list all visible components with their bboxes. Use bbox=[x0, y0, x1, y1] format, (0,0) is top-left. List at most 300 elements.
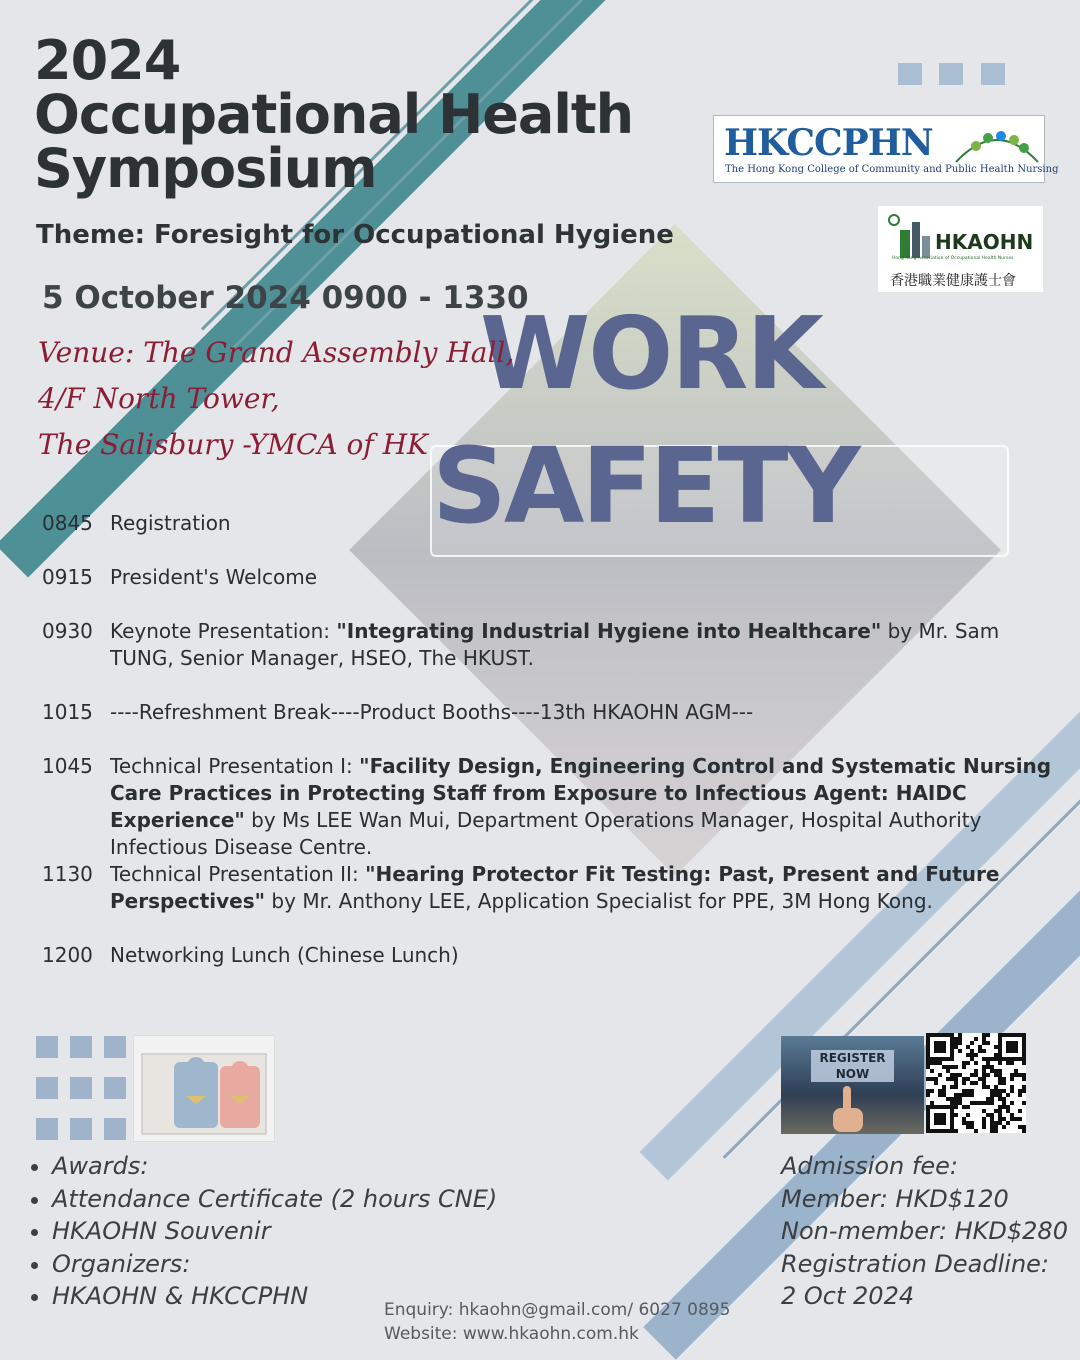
qr-module bbox=[982, 1037, 986, 1041]
awards-list bbox=[30, 1150, 497, 1313]
qr-module bbox=[950, 1077, 954, 1081]
hkaohn-logo-subtitle: Hong Kong Association of Occupational Health Nurses bbox=[892, 256, 1014, 261]
program-text: Registration bbox=[110, 511, 231, 535]
qr-module bbox=[1006, 1041, 1010, 1045]
qr-module bbox=[950, 1125, 954, 1129]
qr-module bbox=[930, 1077, 934, 1081]
decor-square bbox=[104, 1077, 126, 1099]
qr-module bbox=[954, 1101, 958, 1105]
qr-module bbox=[950, 1045, 954, 1049]
program-title: "Facility Design, Engineering Control and Systematic Nursing Care Practices in Protecting Staff from Exposure to Infectious Agent: HAIDC Experience" bbox=[110, 754, 1052, 832]
qr-module bbox=[934, 1129, 938, 1133]
qr-module bbox=[998, 1073, 1002, 1077]
qr-module bbox=[930, 1105, 934, 1109]
awards-item: • Awards: bbox=[52, 1150, 497, 1183]
qr-module bbox=[958, 1073, 962, 1077]
qr-module bbox=[942, 1045, 946, 1049]
qr-module bbox=[946, 1105, 950, 1109]
program-text: by Mr. Sam TUNG, Senior Manager, HSEO, The HKUST. bbox=[110, 619, 1000, 670]
qr-module bbox=[990, 1065, 994, 1069]
qr-module bbox=[938, 1121, 942, 1125]
program-text: Networking Lunch (Chinese Lunch) bbox=[110, 943, 459, 967]
qr-module bbox=[946, 1065, 950, 1069]
qr-module bbox=[942, 1085, 946, 1089]
qr-module bbox=[1018, 1125, 1022, 1129]
qr-module bbox=[994, 1057, 998, 1061]
qr-module bbox=[950, 1049, 954, 1053]
qr-module bbox=[1006, 1093, 1010, 1097]
qr-module bbox=[982, 1121, 986, 1125]
qr-module bbox=[1014, 1117, 1018, 1121]
qr-module bbox=[994, 1129, 998, 1133]
register-label-line: NOW bbox=[835, 1067, 870, 1081]
qr-module bbox=[966, 1093, 970, 1097]
qr-module bbox=[986, 1113, 990, 1117]
title-line: Symposium bbox=[34, 137, 377, 200]
qr-module bbox=[938, 1105, 942, 1109]
qr-module bbox=[930, 1101, 934, 1105]
program-description bbox=[110, 564, 1060, 591]
qr-module bbox=[994, 1069, 998, 1073]
qr-module bbox=[966, 1089, 970, 1093]
qr-module bbox=[958, 1037, 962, 1041]
qr-module bbox=[1010, 1077, 1014, 1081]
people-icon bbox=[954, 124, 1040, 164]
program-title: "Hearing Protector Fit Testing: Past, Present and Future Perspectives" bbox=[110, 862, 1000, 913]
qr-module bbox=[926, 1045, 930, 1049]
qr-module bbox=[974, 1101, 978, 1105]
qr-module bbox=[1010, 1085, 1014, 1089]
qr-module bbox=[926, 1117, 930, 1121]
qr-module bbox=[1006, 1061, 1010, 1065]
qr-module bbox=[1022, 1125, 1026, 1129]
program-text: by Mr. Anthony LEE, Application Specialist for PPE, 3M Hong Kong. bbox=[265, 889, 933, 913]
qr-module bbox=[938, 1033, 942, 1037]
qr-module bbox=[926, 1129, 930, 1133]
qr-module bbox=[1010, 1049, 1014, 1053]
awards-item: • HKAOHN & HKCCPHN bbox=[52, 1280, 497, 1313]
qr-module bbox=[974, 1037, 978, 1041]
qr-module bbox=[926, 1089, 930, 1093]
qr-module bbox=[994, 1121, 998, 1125]
qr-module bbox=[926, 1061, 930, 1065]
event-date: 5 October 2024 0900 - 1330 bbox=[42, 280, 529, 316]
qr-module bbox=[942, 1033, 946, 1037]
qr-module bbox=[982, 1033, 986, 1037]
qr-module bbox=[998, 1081, 1002, 1085]
decor-square bbox=[70, 1118, 92, 1140]
qr-module bbox=[986, 1101, 990, 1105]
qr-module bbox=[942, 1041, 946, 1045]
qr-module bbox=[990, 1125, 994, 1129]
qr-module bbox=[974, 1061, 978, 1065]
qr-module bbox=[998, 1033, 1002, 1037]
qr-module bbox=[970, 1049, 974, 1053]
program-text: Keynote Presentation: bbox=[110, 619, 337, 643]
program-time: 1045 bbox=[42, 754, 93, 778]
qr-module bbox=[994, 1053, 998, 1057]
qr-module bbox=[1010, 1113, 1014, 1117]
qr-module bbox=[982, 1069, 986, 1073]
qr-module bbox=[998, 1049, 1002, 1053]
venue-line: 4/F North Tower, bbox=[38, 382, 280, 415]
qr-module bbox=[950, 1105, 954, 1109]
qr-module bbox=[926, 1109, 930, 1113]
awards-item: • Attendance Certificate (2 hours CNE) bbox=[52, 1183, 497, 1216]
qr-module bbox=[1014, 1073, 1018, 1077]
qr-module bbox=[990, 1097, 994, 1101]
qr-module bbox=[990, 1069, 994, 1073]
qr-module bbox=[954, 1129, 958, 1133]
qr-module bbox=[982, 1057, 986, 1061]
qr-module bbox=[1002, 1105, 1006, 1109]
qr-module bbox=[954, 1097, 958, 1101]
qr-module bbox=[970, 1053, 974, 1057]
qr-module bbox=[954, 1085, 958, 1089]
qr-module bbox=[986, 1041, 990, 1045]
qr-module bbox=[970, 1057, 974, 1061]
qr-module bbox=[942, 1093, 946, 1097]
qr-module bbox=[934, 1081, 938, 1085]
qr-module bbox=[950, 1109, 954, 1113]
qr-module bbox=[970, 1089, 974, 1093]
awards-item: • Organizers: bbox=[52, 1248, 497, 1281]
qr-module bbox=[938, 1113, 942, 1117]
qr-module bbox=[962, 1089, 966, 1093]
program-text: President's Welcome bbox=[110, 565, 318, 589]
program-time: 1200 bbox=[42, 943, 93, 967]
qr-module bbox=[934, 1045, 938, 1049]
title-line: 2024 bbox=[34, 29, 181, 92]
qr-module bbox=[926, 1065, 930, 1069]
qr-module bbox=[954, 1041, 958, 1045]
decor-square bbox=[70, 1077, 92, 1099]
qr-module bbox=[1002, 1117, 1006, 1121]
qr-module bbox=[934, 1041, 938, 1045]
qr-module bbox=[954, 1105, 958, 1109]
qr-module bbox=[962, 1105, 966, 1109]
qr-module bbox=[954, 1081, 958, 1085]
hkccphn-logo bbox=[713, 115, 1059, 183]
qr-module bbox=[926, 1093, 930, 1097]
qr-module bbox=[958, 1101, 962, 1105]
qr-module bbox=[998, 1053, 1002, 1057]
qr-module bbox=[986, 1033, 990, 1037]
qr-module bbox=[926, 1113, 930, 1117]
qr-module bbox=[958, 1049, 962, 1053]
qr-module bbox=[982, 1085, 986, 1089]
qr-module bbox=[954, 1073, 958, 1077]
qr-module bbox=[1022, 1053, 1026, 1057]
qr-module bbox=[1006, 1105, 1010, 1109]
qr-module bbox=[982, 1117, 986, 1121]
program-description bbox=[110, 753, 1060, 861]
qr-module bbox=[970, 1093, 974, 1097]
qr-module bbox=[926, 1037, 930, 1041]
qr-module bbox=[958, 1093, 962, 1097]
qr-module bbox=[938, 1057, 942, 1061]
qr-module bbox=[998, 1089, 1002, 1093]
hkaohn-logo bbox=[878, 206, 1043, 292]
qr-module bbox=[998, 1045, 1002, 1049]
decor-square bbox=[898, 63, 922, 85]
qr-module bbox=[994, 1089, 998, 1093]
hkaohn-logo-chinese: 香港職業健康護士會 bbox=[890, 273, 1016, 289]
qr-module bbox=[998, 1097, 1002, 1101]
qr-module bbox=[926, 1033, 930, 1037]
qr-module bbox=[950, 1065, 954, 1069]
qr-module bbox=[1002, 1057, 1006, 1061]
qr-module bbox=[926, 1057, 930, 1061]
qr-module bbox=[1010, 1057, 1014, 1061]
qr-module bbox=[962, 1077, 966, 1081]
qr-module bbox=[938, 1061, 942, 1065]
qr-module bbox=[982, 1125, 986, 1129]
qr-module bbox=[934, 1105, 938, 1109]
qr-module bbox=[998, 1093, 1002, 1097]
footer-contact bbox=[384, 1298, 730, 1346]
qr-module bbox=[978, 1045, 982, 1049]
qr-module bbox=[970, 1073, 974, 1077]
qr-module bbox=[934, 1033, 938, 1037]
qr-module bbox=[982, 1101, 986, 1105]
qr-module bbox=[954, 1077, 958, 1081]
qr-module bbox=[1010, 1033, 1014, 1037]
qr-module bbox=[998, 1041, 1002, 1045]
qr-module bbox=[986, 1097, 990, 1101]
theme: Theme: Foresight for Occupational Hygiene bbox=[36, 220, 674, 250]
venue-line: The Salisbury -YMCA of HK bbox=[38, 428, 428, 461]
qr-module bbox=[966, 1113, 970, 1117]
qr-module bbox=[1002, 1081, 1006, 1085]
qr-module bbox=[998, 1117, 1002, 1121]
qr-module bbox=[942, 1113, 946, 1117]
qr-module bbox=[978, 1049, 982, 1053]
qr-module bbox=[1022, 1101, 1026, 1105]
qr-module bbox=[986, 1065, 990, 1069]
qr-module bbox=[978, 1077, 982, 1081]
qr-module bbox=[926, 1105, 930, 1109]
qr-module bbox=[1022, 1049, 1026, 1053]
qr-module bbox=[926, 1121, 930, 1125]
qr-module bbox=[938, 1049, 942, 1053]
qr-module bbox=[1002, 1101, 1006, 1105]
qr-module bbox=[998, 1121, 1002, 1125]
qr-module bbox=[1010, 1061, 1014, 1065]
qr-module bbox=[986, 1073, 990, 1077]
qr-module bbox=[1010, 1089, 1014, 1093]
qr-module bbox=[998, 1037, 1002, 1041]
qr-module bbox=[942, 1105, 946, 1109]
qr-module bbox=[950, 1085, 954, 1089]
qr-module bbox=[1018, 1109, 1022, 1113]
admission-fee bbox=[781, 1150, 1068, 1313]
towel-gift-icon bbox=[134, 1036, 274, 1141]
qr-module bbox=[970, 1125, 974, 1129]
qr-module bbox=[938, 1045, 942, 1049]
qr-module bbox=[1010, 1041, 1014, 1045]
qr-module bbox=[1022, 1037, 1026, 1041]
qr-module bbox=[994, 1093, 998, 1097]
qr-module bbox=[966, 1121, 970, 1125]
qr-module bbox=[930, 1089, 934, 1093]
qr-module bbox=[1018, 1073, 1022, 1077]
qr-module bbox=[962, 1121, 966, 1125]
awards-item: • HKAOHN Souvenir bbox=[52, 1215, 497, 1248]
qr-module bbox=[1006, 1121, 1010, 1125]
qr-module bbox=[950, 1057, 954, 1061]
qr-module bbox=[1006, 1109, 1010, 1113]
qr-module bbox=[954, 1093, 958, 1097]
decor-square bbox=[981, 63, 1005, 85]
qr-module bbox=[962, 1081, 966, 1085]
qr-module bbox=[930, 1129, 934, 1133]
qr-module bbox=[970, 1081, 974, 1085]
qr-module bbox=[974, 1129, 978, 1133]
qr-module bbox=[934, 1121, 938, 1125]
qr-module bbox=[1022, 1033, 1026, 1037]
fee-line: Non-member: HKD$280 bbox=[781, 1217, 1068, 1245]
qr-module bbox=[974, 1073, 978, 1077]
qr-module bbox=[982, 1073, 986, 1077]
register-label-line: REGISTER bbox=[819, 1051, 886, 1065]
qr-module bbox=[926, 1077, 930, 1081]
qr-module bbox=[954, 1113, 958, 1117]
qr-module bbox=[938, 1089, 942, 1093]
qr-module bbox=[990, 1101, 994, 1105]
qr-module bbox=[950, 1113, 954, 1117]
program-text: ----Refreshment Break----Product Booths----13th HKAOHN AGM--- bbox=[110, 700, 754, 724]
qr-module bbox=[958, 1097, 962, 1101]
page-title bbox=[34, 29, 634, 200]
qr-module bbox=[950, 1129, 954, 1133]
qr-module bbox=[974, 1053, 978, 1057]
qr-module bbox=[938, 1093, 942, 1097]
program-time: 1015 bbox=[42, 700, 93, 724]
qr-module bbox=[1010, 1073, 1014, 1077]
hkaohn-logo-name: HKAOHN bbox=[935, 230, 1034, 254]
qr-module bbox=[934, 1057, 938, 1061]
qr-module bbox=[942, 1129, 946, 1133]
qr-module bbox=[942, 1057, 946, 1061]
qr-module bbox=[926, 1049, 930, 1053]
program-time: 0915 bbox=[42, 565, 93, 589]
qr-module bbox=[990, 1129, 994, 1133]
program-description bbox=[110, 699, 1060, 726]
qr-module bbox=[1022, 1061, 1026, 1065]
qr-module bbox=[966, 1053, 970, 1057]
qr-module bbox=[990, 1057, 994, 1061]
qr-module bbox=[958, 1033, 962, 1037]
qr-module bbox=[1022, 1057, 1026, 1061]
qr-module bbox=[1006, 1049, 1010, 1053]
qr-module bbox=[930, 1033, 934, 1037]
qr-module bbox=[1022, 1089, 1026, 1093]
enquiry-text[interactable]: Enquiry: hkaohn@gmail.com/ 6027 0895 bbox=[384, 1300, 731, 1320]
program-text: Technical Presentation I: bbox=[110, 754, 360, 778]
qr-module bbox=[1006, 1033, 1010, 1037]
qr-module bbox=[930, 1069, 934, 1073]
qr-module bbox=[926, 1041, 930, 1045]
qr-module bbox=[982, 1049, 986, 1053]
fee-line: Member: HKD$120 bbox=[781, 1184, 1009, 1213]
qr-module bbox=[974, 1081, 978, 1085]
qr-module bbox=[998, 1069, 1002, 1073]
program-title: "Integrating Industrial Hygiene into Healthcare" bbox=[336, 619, 882, 643]
qr-module bbox=[982, 1077, 986, 1081]
fee-line: Registration Deadline: bbox=[781, 1249, 1050, 1278]
qr-module bbox=[1018, 1057, 1022, 1061]
qr-module bbox=[966, 1045, 970, 1049]
qr-module bbox=[950, 1097, 954, 1101]
qr-module bbox=[950, 1033, 954, 1037]
qr-module bbox=[1014, 1049, 1018, 1053]
qr-module bbox=[998, 1057, 1002, 1061]
qr-module bbox=[1002, 1125, 1006, 1129]
program-time: 0845 bbox=[42, 511, 93, 535]
program-time: 1130 bbox=[42, 862, 93, 886]
qr-module bbox=[934, 1113, 938, 1117]
qr-module bbox=[1002, 1089, 1006, 1093]
qr-module bbox=[974, 1069, 978, 1073]
hero-safety-text: SAFETY bbox=[432, 425, 858, 547]
qr-module bbox=[982, 1065, 986, 1069]
qr-module bbox=[1006, 1045, 1010, 1049]
qr-module bbox=[946, 1097, 950, 1101]
qr-module bbox=[966, 1077, 970, 1081]
qr-module bbox=[1018, 1089, 1022, 1093]
hkccphn-logo-subtitle: The Hong Kong College of Community and Public Health Nursing bbox=[725, 164, 1059, 175]
website-link[interactable]: Website: www.hkaohn.com.hk bbox=[384, 1324, 639, 1344]
qr-module bbox=[986, 1057, 990, 1061]
register-label bbox=[811, 1050, 894, 1082]
qr-module bbox=[946, 1077, 950, 1081]
qr-module bbox=[954, 1037, 958, 1041]
qr-module bbox=[1014, 1069, 1018, 1073]
qr-module bbox=[1022, 1045, 1026, 1049]
qr-module bbox=[950, 1041, 954, 1045]
qr-module bbox=[978, 1101, 982, 1105]
hkccphn-logo-name: HKCCPHN bbox=[724, 122, 933, 164]
qr-module bbox=[934, 1061, 938, 1065]
program-description bbox=[110, 510, 1060, 537]
decor-square bbox=[104, 1118, 126, 1140]
qr-module bbox=[994, 1085, 998, 1089]
qr-module bbox=[962, 1065, 966, 1069]
qr-module bbox=[1014, 1041, 1018, 1045]
qr-module bbox=[1022, 1041, 1026, 1045]
qr-module bbox=[934, 1049, 938, 1053]
qr-module bbox=[994, 1109, 998, 1113]
qr-module bbox=[982, 1041, 986, 1045]
decor-square bbox=[36, 1118, 58, 1140]
qr-module bbox=[966, 1105, 970, 1109]
decor-square bbox=[104, 1036, 126, 1058]
qr-module bbox=[1022, 1077, 1026, 1081]
qr-module bbox=[1002, 1077, 1006, 1081]
qr-module bbox=[942, 1089, 946, 1093]
qr-module bbox=[950, 1037, 954, 1041]
qr-module bbox=[938, 1129, 942, 1133]
program-description bbox=[110, 942, 1060, 969]
registration-qr-code[interactable] bbox=[926, 1033, 1026, 1133]
qr-module bbox=[998, 1105, 1002, 1109]
register-now-button[interactable] bbox=[781, 1036, 924, 1134]
qr-module bbox=[946, 1069, 950, 1073]
decor-square bbox=[939, 63, 963, 85]
decor-square bbox=[70, 1036, 92, 1058]
qr-module bbox=[1022, 1085, 1026, 1089]
